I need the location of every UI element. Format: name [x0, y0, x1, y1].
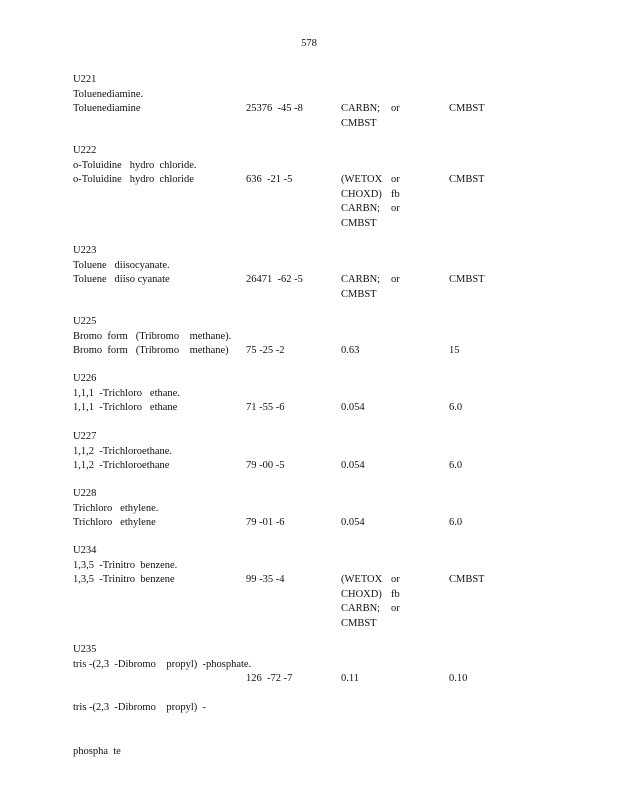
wastewater-standard	[341, 273, 401, 302]
nonwastewater-standard: CMBST	[449, 574, 485, 585]
waste-code: U226	[73, 373, 97, 384]
ww-line: 0.054	[341, 517, 365, 528]
ww-line: CMBST	[341, 617, 377, 629]
constituent-row	[73, 102, 593, 129]
waste-code: U228	[73, 488, 97, 499]
ww-connector: or	[391, 574, 400, 585]
ww-line: CMBST	[341, 217, 377, 229]
wastewater-standard	[341, 672, 401, 687]
waste-code: U223	[73, 245, 97, 256]
constituent-row	[73, 173, 593, 229]
waste-code: U222	[73, 145, 97, 156]
constituent-row	[73, 672, 593, 757]
constituent-row	[73, 273, 593, 300]
cas-number: 75 -25 -2	[246, 345, 285, 356]
waste-name: 1,1,2 -Trichloroethane.	[73, 445, 173, 457]
waste-entry	[73, 544, 593, 629]
constituent-name-line: Toluene diiso cyanate	[73, 274, 170, 285]
cas-number: 126 -72 -7	[246, 673, 293, 684]
constituent-row	[73, 344, 593, 359]
constituent-row	[73, 516, 593, 531]
ww-connector: or	[391, 203, 400, 214]
waste-name: Toluenediamine.	[73, 88, 144, 100]
ww-line: CHOXD)	[341, 588, 382, 600]
cas-number: 26471 -62 -5	[246, 274, 303, 285]
waste-entry	[73, 643, 593, 757]
constituent-name	[73, 516, 243, 531]
ww-line: 0.63	[341, 345, 360, 356]
ww-line: CMBST	[341, 117, 377, 129]
cas-number: 25376 -45 -8	[246, 103, 303, 114]
waste-name: Toluene diisocyanate.	[73, 259, 170, 271]
wastewater-standard	[341, 516, 401, 531]
nonwastewater-standard: CMBST	[449, 103, 485, 114]
waste-code: U234	[73, 545, 97, 556]
constituent-name-line: o-Toluidine hydro chloride	[73, 174, 194, 185]
cas-number: 79 -01 -6	[246, 517, 285, 528]
nonwastewater-standard: 6.0	[449, 402, 463, 413]
constituent-name-line: tris -(2,3 -Dibromo propyl) -	[73, 702, 206, 713]
wastewater-standard	[341, 573, 401, 631]
wastewater-standard	[341, 102, 401, 131]
constituent-name	[73, 672, 243, 788]
constituent-name	[73, 173, 243, 188]
waste-code: U221	[73, 74, 97, 85]
ww-line: 0.11	[341, 673, 359, 684]
waste-name: 1,3,5 -Trinitro benzene.	[73, 559, 178, 571]
constituent-row	[73, 573, 593, 629]
cas-number: 636 -21 -5	[246, 174, 293, 185]
ww-connector: fb	[391, 588, 400, 600]
constituent-row	[73, 401, 593, 416]
ww-line: CHOXD)	[341, 188, 382, 200]
cas-number: 99 -35 -4	[246, 574, 285, 585]
constituent-name	[73, 102, 243, 117]
ww-line: CARBN;	[341, 203, 381, 214]
waste-entry	[73, 315, 593, 359]
waste-entry	[73, 487, 593, 531]
waste-code: U235	[73, 644, 97, 655]
wastewater-standard	[341, 344, 401, 359]
ww-line: CARBN;	[341, 274, 381, 285]
waste-entry	[73, 430, 593, 474]
waste-name: Trichloro ethylene.	[73, 502, 159, 514]
constituent-name	[73, 573, 243, 588]
wastewater-standard	[341, 401, 401, 416]
constituent-name-line: phospha te	[73, 745, 121, 757]
constituent-row	[73, 459, 593, 474]
constituent-name-line: 1,3,5 -Trinitro benzene	[73, 574, 175, 585]
nonwastewater-standard: 6.0	[449, 517, 463, 528]
nonwastewater-standard: CMBST	[449, 274, 485, 285]
constituent-name	[73, 401, 243, 416]
waste-name: 1,1,1 -Trichloro ethane.	[73, 387, 180, 399]
ww-line: 0.054	[341, 402, 365, 413]
waste-code: U227	[73, 431, 97, 442]
ww-line: CARBN;	[341, 103, 381, 114]
waste-entry	[73, 372, 593, 416]
constituent-name-line: 1,1,2 -Trichloroethane	[73, 460, 170, 471]
constituent-name-line: Bromo form (Tribromo methane)	[73, 345, 229, 356]
cas-number: 71 -55 -6	[246, 402, 285, 413]
ww-line: CMBST	[341, 288, 377, 300]
waste-entry	[73, 144, 593, 229]
constituent-name-line: 1,1,1 -Trichloro ethane	[73, 402, 178, 413]
waste-entry	[73, 244, 593, 300]
wastewater-standard	[341, 173, 401, 231]
page-number: 578	[301, 38, 317, 49]
wastewater-standard	[341, 459, 401, 474]
nonwastewater-standard: CMBST	[449, 174, 485, 185]
ww-line: 0.054	[341, 460, 365, 471]
constituent-name-line: Toluenediamine	[73, 103, 141, 114]
ww-line: CARBN;	[341, 603, 381, 614]
ww-connector: or	[391, 174, 400, 185]
nonwastewater-standard: 6.0	[449, 460, 463, 471]
ww-connector: or	[391, 103, 400, 114]
ww-line: (WETOX	[341, 174, 383, 185]
nonwastewater-standard: 15	[449, 345, 460, 356]
waste-name: o-Toluidine hydro chloride.	[73, 159, 197, 171]
waste-name: Bromo form (Tribromo methane).	[73, 330, 232, 342]
ww-connector: or	[391, 603, 400, 614]
waste-name: tris -(2,3 -Dibromo propyl) -phosphate.	[73, 658, 252, 670]
constituent-name	[73, 344, 243, 359]
waste-entry	[73, 73, 593, 129]
constituent-name-line: Trichloro ethylene	[73, 517, 156, 528]
cas-number: 79 -00 -5	[246, 460, 285, 471]
nonwastewater-standard: 0.10	[449, 673, 468, 684]
constituent-name	[73, 459, 243, 474]
constituent-name	[73, 273, 243, 288]
ww-connector: or	[391, 274, 400, 285]
waste-code: U225	[73, 316, 97, 327]
ww-line: (WETOX	[341, 574, 383, 585]
ww-connector: fb	[391, 188, 400, 200]
